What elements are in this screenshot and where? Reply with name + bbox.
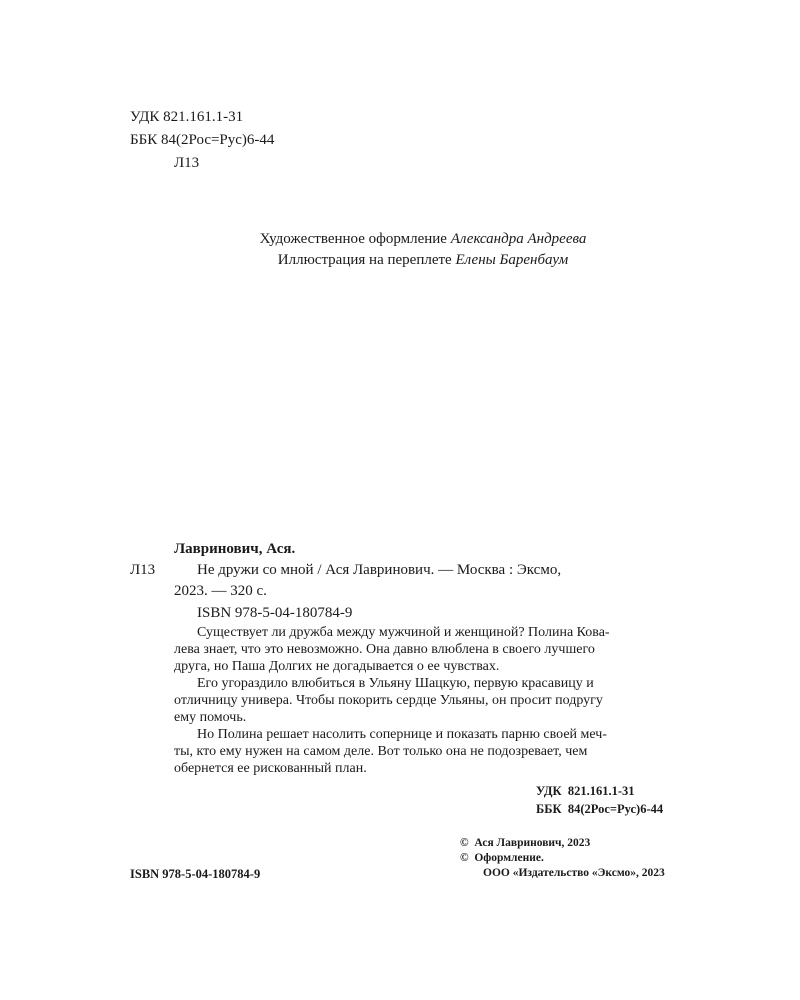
annotation-line: Но Полина решает насолить сопернице и показать парню своей меч- [197, 727, 607, 742]
illustration-credit-label: Иллюстрация на переплете [277, 252, 452, 268]
illustration-credit-name: Елены Баренбаум [455, 252, 569, 268]
footer-isbn: ISBN 978-5-04-180784-9 [130, 867, 261, 881]
author-mark-top: Л13 [174, 155, 200, 171]
catalog-isbn: ISBN 978-5-04-180784-9 [197, 605, 353, 621]
catalog-title-line-1: Не дружи со мной / Ася Лавринович. — Москва : Эксмо, [197, 562, 562, 578]
catalog-title-line-2: 2023. — 320 с. [174, 583, 267, 599]
copyright-author: © Ася Лавринович, 2023 [460, 837, 591, 849]
annotation-line: ему помочь. [174, 710, 247, 725]
udk-code-top: УДК 821.161.1-31 [130, 109, 244, 125]
copyright-design: © Оформление. [460, 852, 544, 864]
catalog-bbk: ББК 84(2Рос=Рус)6-44 [536, 802, 664, 816]
annotation-line: отличницу универа. Чтобы покорить сердце Ульяны, он просит подругу [174, 693, 603, 708]
design-credit-label: Художественное оформление [259, 231, 447, 247]
annotation-line: Существует ли дружба между мужчиной и женщиной? Полина Кова- [197, 625, 610, 640]
catalog-udk: УДК 821.161.1-31 [536, 784, 635, 798]
catalog-mark: Л13 [130, 562, 156, 578]
annotation-line: ты, кто ему нужен на самом деле. Вот только она не подозревает, чем [174, 744, 588, 759]
annotation-line: обернется ее рискованный план. [174, 761, 367, 776]
illustration-credit [0, 251, 800, 269]
annotation-line: лева знает, что это невозможно. Она давно влюблена в своего лучшего [174, 642, 595, 657]
design-credit [0, 230, 800, 248]
bbk-code-top: ББК 84(2Рос=Рус)6-44 [130, 132, 275, 148]
copyright-publisher: ООО «Издательство «Эксмо», 2023 [483, 867, 665, 879]
annotation-line: друга, но Паша Долгих не догадывается о ее чувствах. [174, 659, 500, 674]
catalog-author-heading: Лавринович, Ася. [174, 541, 296, 557]
design-credit-name: Александра Андреева [450, 231, 587, 247]
annotation-line: Его угораздило влюбиться в Ульяну Шацкую, первую красавицу и [197, 676, 594, 691]
